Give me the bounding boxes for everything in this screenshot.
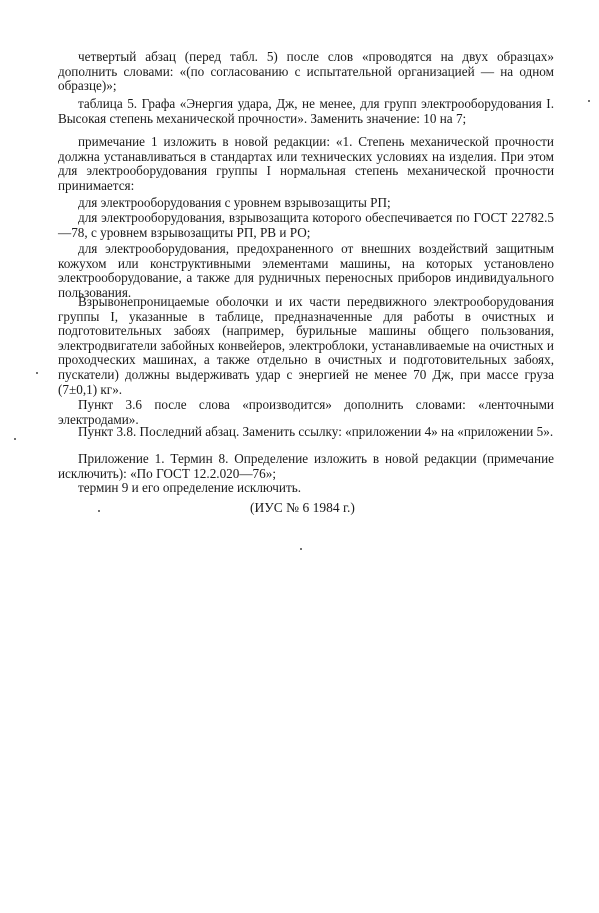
- paragraph-11: термин 9 и его определение исключить.: [78, 480, 302, 495]
- paragraph-7: Взрывонепроницаемые оболочки и их части передвижного электрооборудования группы I, указанные в таблице, предназначенные для работы в очистных и подготовительных забоях (например, бурильные машины общего пользования, электродвигатели забойных конвейеров, электроблоки, устанавливаемые на очистных и проходческих машинах, а также отдельно в очистных и подготовительных забоях, пускатели) должны выдерживать удар с энергией не менее 70 Дж, при массе груза (7±0,1) кг».: [58, 294, 554, 397]
- paragraph-5: для электрооборудования, взрывозащита которого обеспечивается по ГОСТ 22782.5—78, с уровнем взрывозащиты РП, РВ и РО;: [58, 210, 554, 240]
- scan-speck: [98, 510, 100, 512]
- paragraph-1: четвертый абзац (перед табл. 5) после слов «проводятся на двух образцах» дополнить словами: «(по согласованию с испытательной организацией — на одном образце)»;: [58, 49, 554, 94]
- paragraph-10: Приложение 1. Термин 8. Определение изложить в новой редакции (примечание исключить): «По ГОСТ 12.2.020—76»;: [58, 451, 554, 481]
- paragraph-4: для электрооборудования с уровнем взрывозащиты РП;: [78, 195, 391, 210]
- scan-speck: [14, 438, 16, 440]
- paragraph-6: для электрооборудования, предохраненного от внешних воздействий защитным кожухом или конструктивными элементами машины, на которых установлено электрооборудование, а также для рудничных переносных приборов индивидуального пользования.: [58, 241, 554, 300]
- scan-speck: [300, 548, 302, 550]
- paragraph-9: Пункт 3.8. Последний абзац. Заменить ссылку: «приложении 4» на «приложении 5».: [78, 424, 554, 439]
- issue-reference: (ИУС № 6 1984 г.): [250, 500, 355, 515]
- paragraph-2: таблица 5. Графа «Энергия удара, Дж, не менее, для групп электрооборудования I. Высокая степень механической прочности». Заменить значение: 10 на 7;: [58, 96, 554, 126]
- scan-speck: [36, 372, 38, 374]
- paragraph-3: примечание 1 изложить в новой редакции: «1. Степень механической прочности должна устанавливаться в стандартах или технических условиях на изделия. При этом для электрооборудования группы I нормальная степень механической прочности принимается:: [58, 134, 554, 193]
- scan-speck: [588, 100, 590, 102]
- paragraph-8: Пункт 3.6 после слова «производится» дополнить словами: «ленточными электродами».: [58, 397, 554, 427]
